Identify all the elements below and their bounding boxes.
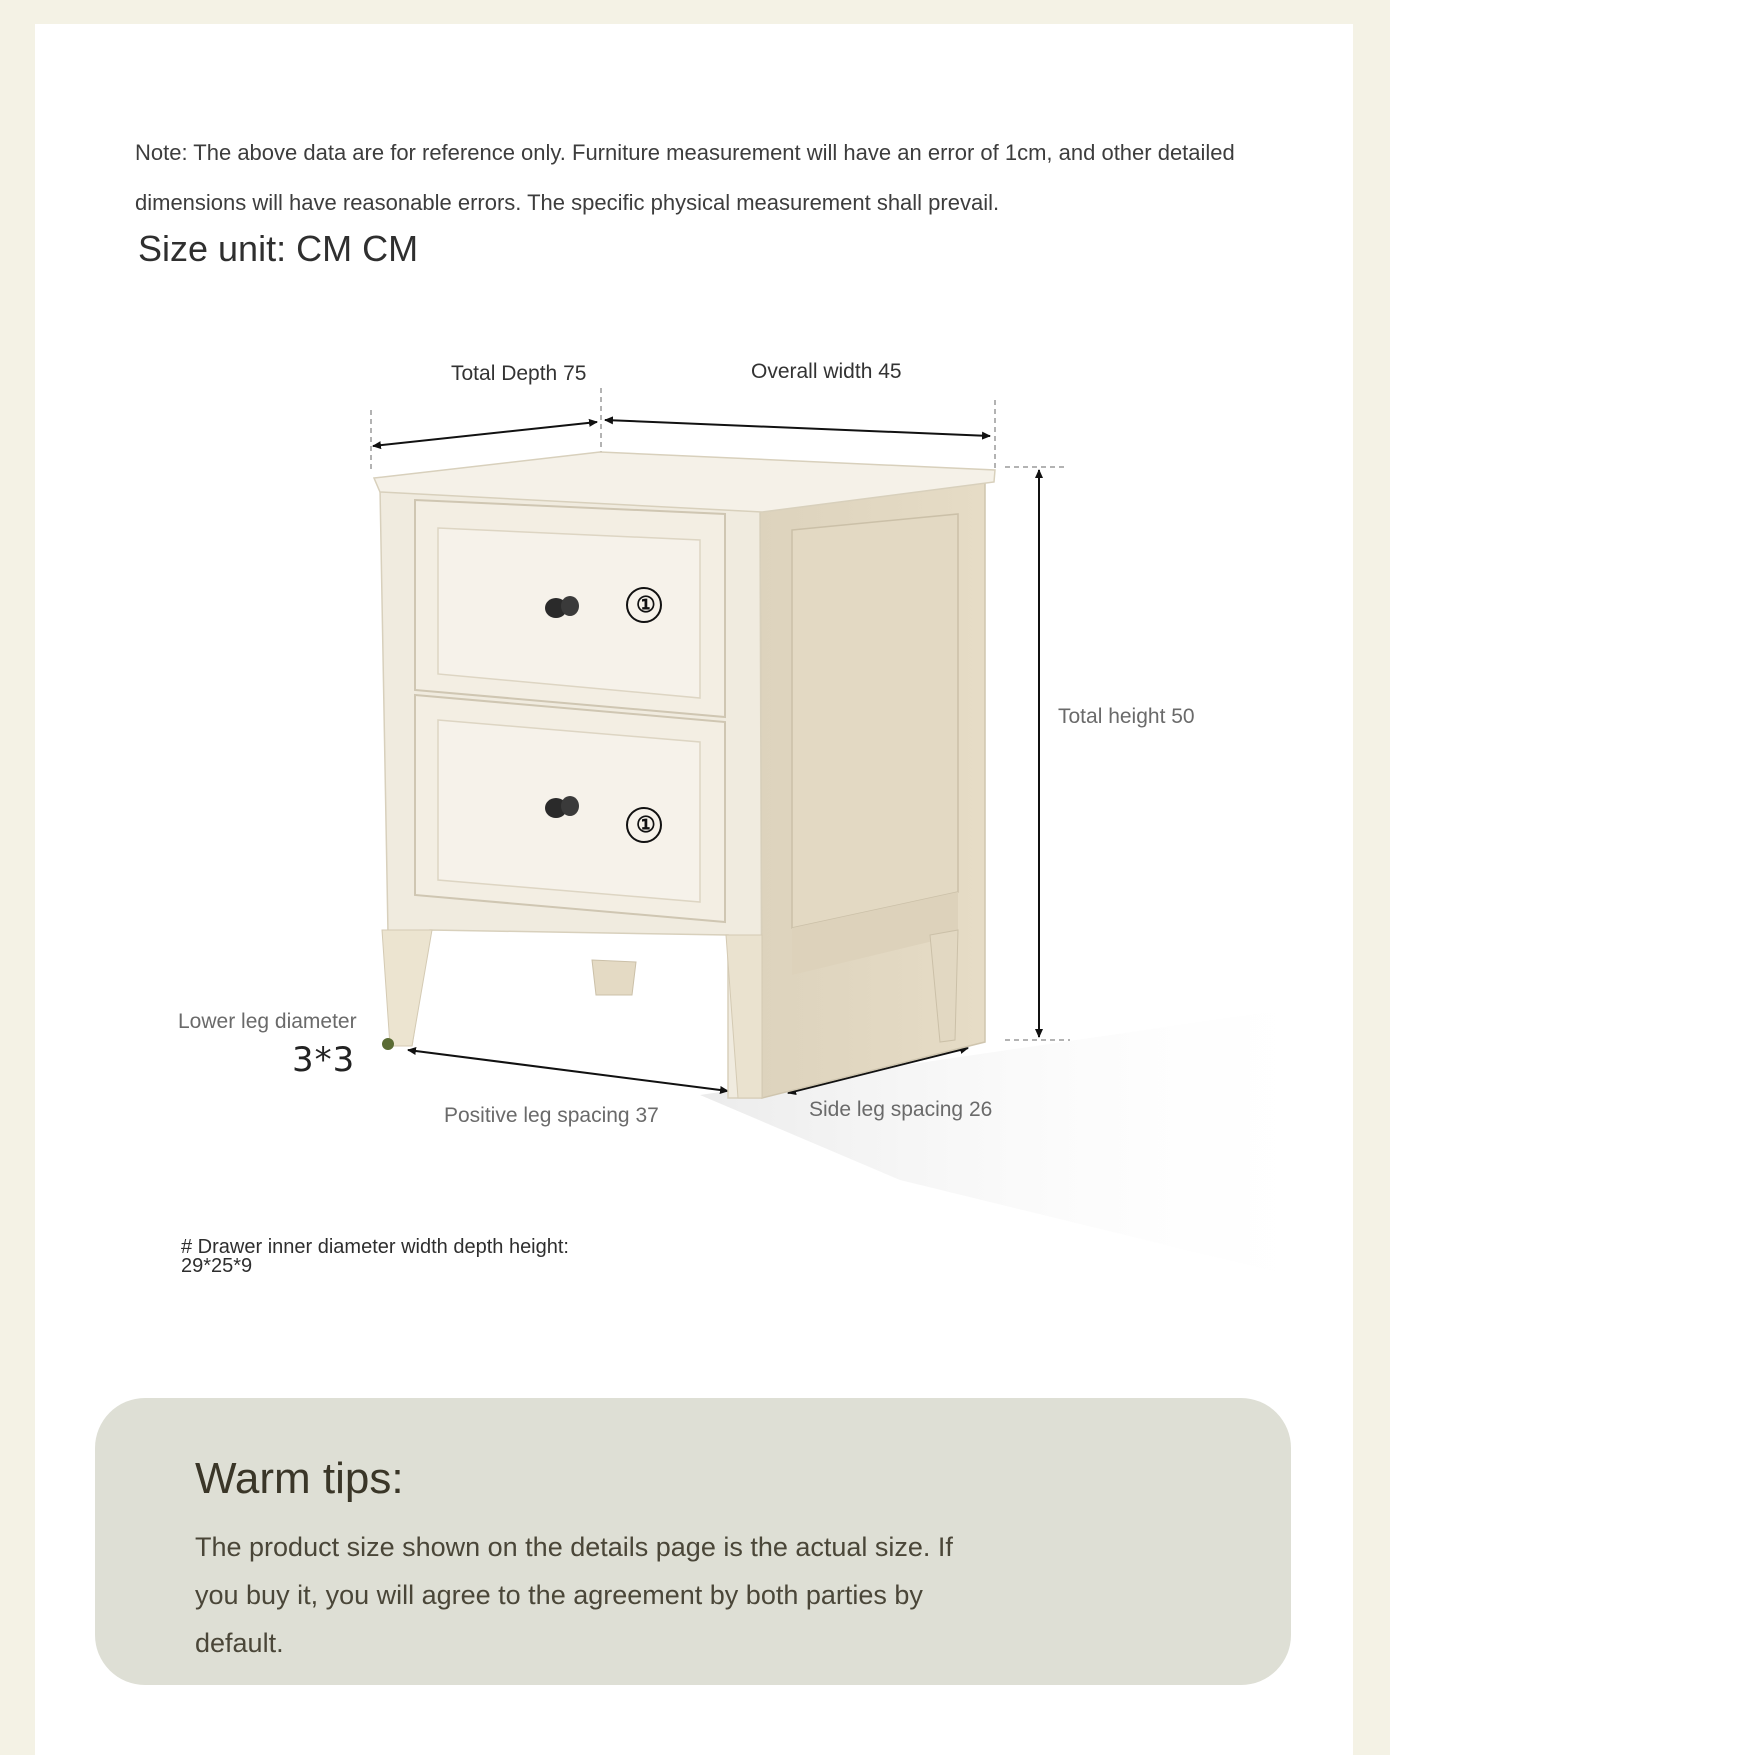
drawer-inner-value: 29*25*9	[181, 1255, 253, 1277]
drawer-inner-label: # Drawer inner diameter width depth height:	[181, 1236, 569, 1258]
total-depth-label: Total Depth 75	[451, 362, 587, 385]
disclaimer-note: Note: The above data are for reference only. Furniture measurement will have an error of 1cm, and other detailed dimensions will have reasonable errors. The specific physical measurement shall prevail.	[135, 140, 1235, 215]
lower-leg-diameter-label: Lower leg diameter	[178, 1010, 357, 1033]
warm-tips-body: The product size shown on the details page is the actual size. If you buy it, you will agree to the agreement by both parties by default.	[195, 1532, 953, 1658]
drawer-inner-dimensions	[181, 1238, 569, 1276]
size-unit-heading: Size unit: CM CM	[138, 228, 419, 269]
front-leg-spacing-arrow	[408, 1050, 728, 1091]
warm-tips-panel	[95, 1398, 1291, 1685]
overall-width-label: Overall width 45	[751, 360, 902, 383]
lower-leg-diameter-value: 3*3	[292, 1040, 356, 1080]
warm-tips-title: Warm tips:	[195, 1454, 404, 1503]
positive-leg-spacing-label: Positive leg spacing 37	[444, 1104, 659, 1127]
drawer-marker-2: ①	[636, 812, 656, 837]
side-leg-spacing-label: Side leg spacing 26	[809, 1098, 993, 1121]
leg-measure-point	[382, 1038, 394, 1050]
width-arrow	[605, 420, 990, 436]
total-height-label: Total height 50	[1058, 705, 1195, 728]
drawer-marker-1: ①	[636, 592, 656, 617]
depth-arrow	[373, 422, 597, 446]
nightstand-cabinet	[374, 452, 995, 1098]
